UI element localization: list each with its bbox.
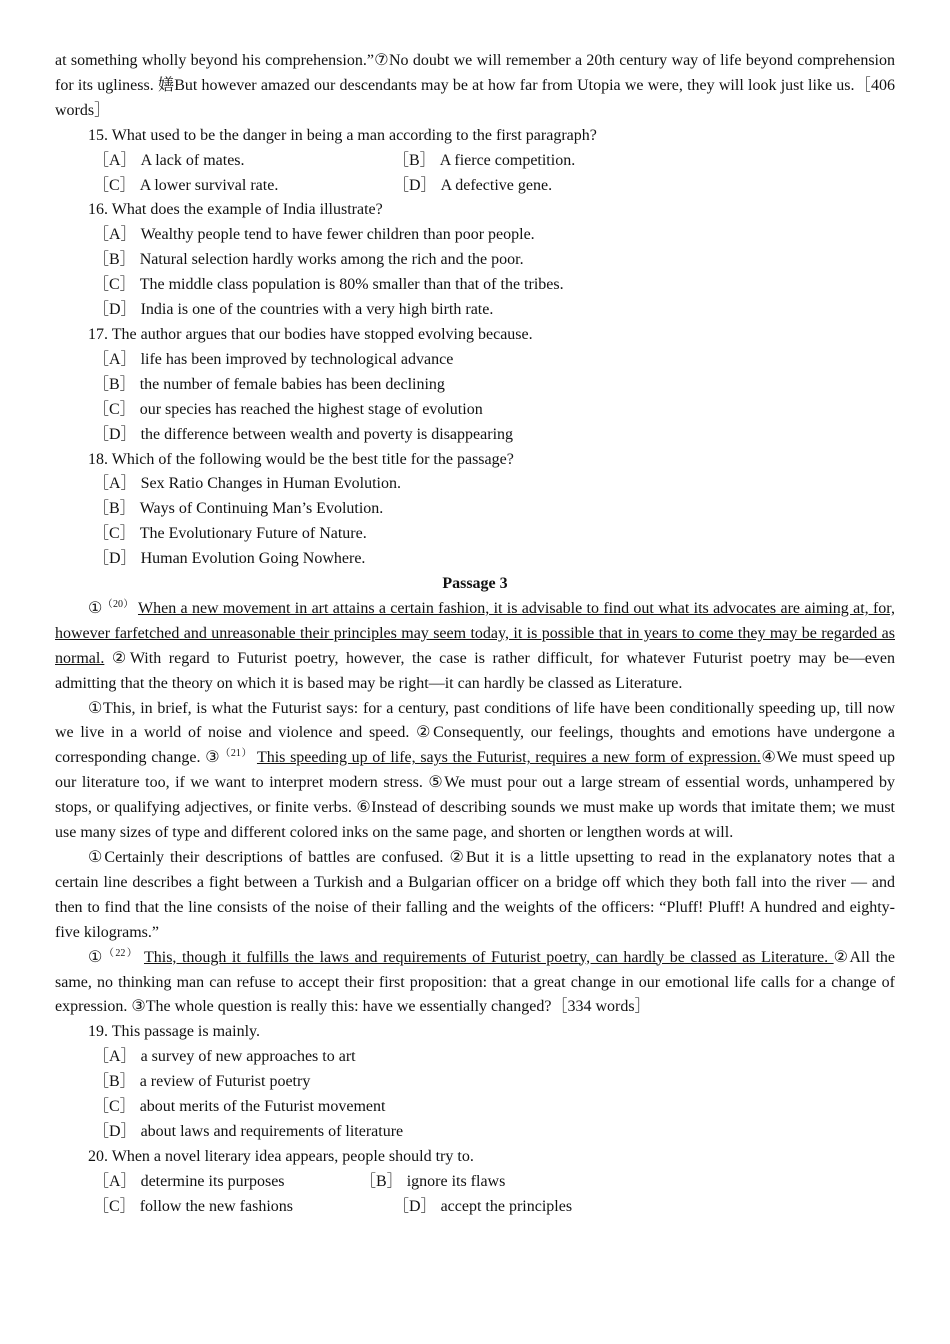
option-d[interactable]: ［D］ about laws and requirements of literature [93, 1122, 404, 1140]
option-a[interactable]: ［A］ life has been improved by technological advance [93, 350, 454, 368]
option-c[interactable]: ［C］ The Evolutionary Future of Nature. [93, 525, 367, 543]
option-a[interactable]: ［A］ a survey of new approaches to art [93, 1048, 356, 1066]
option-c[interactable]: ［C］ The middle class population is 80% smaller than that of the tribes. [93, 276, 564, 294]
underlined-sentence: This speeding up of life, says the Futurist, requires a new form of expression. [256, 749, 761, 767]
passage3-word-count: ［334 words］ [551, 998, 651, 1016]
passage2-tail-glyph: 嫸 [157, 76, 175, 94]
passage-title: Passage 3 [442, 575, 508, 593]
option-b[interactable]: ［B］ the number of female babies has been declining [93, 375, 445, 393]
option-b[interactable]: ［B］ a review of Futurist poetry [93, 1073, 311, 1091]
underlined-sentence: When a new movement in art attains a certain fashion, it is advisable to find out what its advocates are aiming at, for, however farfetched and unreasonable their principles may seem today, it is possible that in years to come they may be regarded as normal. [55, 599, 895, 667]
option-b[interactable]: ［B］ A fierce competition. [393, 151, 576, 169]
question-20-options-row-2 [55, 1195, 895, 1220]
passage3-paragraph-1: ①$^{(20)}$ When a new movement in art attains a certain fashion, it is advisable to find out what its advocates are aiming at, for, however farfetched and unreasonable their principles may seem today, it is possible that in years to come they may be regarded as normal. ②With regard to Futurist poetry, however, the case is rather difficult, for whatever Futurist poetry may be—even admitting that the theory on which it is based may be right—it can hardly be classed as Literature. [55, 598, 895, 692]
question-marker-20: （20） [102, 598, 134, 610]
question-15: 15. What used to be the danger in being a man according to the first paragraph? [88, 126, 597, 144]
option-a[interactable]: ［A］ Wealthy people tend to have fewer children than poor people. [93, 226, 535, 244]
exam-page [55, 49, 895, 1220]
option-b[interactable]: ［B］ Natural selection hardly works among the rich and the poor. [93, 251, 524, 269]
passage2-tail-lead: at something wholly beyond his comprehension.”⑦No doubt we will remember a 20th century way of life beyond comprehension for its ugliness. [55, 52, 895, 94]
option-d[interactable]: ［D］ Human Evolution Going Nowhere. [93, 550, 366, 568]
passage2-tail-rest: But however amazed our descendants may be at how far from Utopia we were, they will look just like us. [174, 76, 855, 94]
question-marker-21: （21） [220, 748, 253, 760]
question-16: 16. What does the example of India illustrate? [88, 201, 383, 219]
question-18: 18. Which of the following would be the best title for the passage? [88, 450, 514, 468]
option-d[interactable]: ［D］ accept the principles [393, 1197, 573, 1215]
option-b[interactable]: ［B］ Ways of Continuing Man’s Evolution. [93, 500, 384, 518]
option-d[interactable]: ［D］ India is one of the countries with a very high birth rate. [93, 301, 494, 319]
question-20-options-row-1 [55, 1170, 895, 1195]
option-c[interactable]: ［C］ follow the new fashions [93, 1197, 293, 1215]
passage3-paragraph-3: ①Certainly their descriptions of battles are confused. ②But it is a little upsetting to read in the explanatory notes that a certain line describes a fight between a Turkish and a Bulgarian officer on a bridge off which they both fall into the river — and then to find that the line consists of the noise of their falling and the weights of the officers: “Pluff! Pluff! A hundred and eighty-five kilograms.” [55, 849, 895, 941]
option-c[interactable]: ［C］ about merits of the Futurist movement [93, 1098, 386, 1116]
question-15-options-row-1 [55, 149, 895, 174]
option-a[interactable]: ［A］ Sex Ratio Changes in Human Evolution. [93, 475, 401, 493]
question-17: 17. The author argues that our bodies have stopped evolving because. [88, 325, 533, 343]
underlined-sentence: This, though it fulfills the laws and requirements of Futurist poetry, can hardly be classed as Literature. [143, 948, 834, 966]
option-a[interactable]: ［A］ determine its purposes [93, 1172, 285, 1190]
passage2-word-count: ［406 words］ [55, 76, 895, 119]
question-20: 20. When a novel literary idea appears, people should try to. [88, 1147, 474, 1165]
option-a[interactable]: ［A］ A lack of mates. [93, 151, 245, 169]
question-19: 19. This passage is mainly. [88, 1023, 260, 1041]
question-15-options-row-2 [55, 174, 895, 199]
passage2-tail [55, 49, 895, 124]
option-d[interactable]: ［D］ the difference between wealth and poverty is disappearing [93, 425, 514, 443]
option-c[interactable]: ［C］ our species has reached the highest stage of evolution [93, 400, 483, 418]
passage3-paragraph-2: ①This, in brief, is what the Futurist says: for a century, past conditions of life have been conditionally speeding up, till now we live in a world of noise and violence and speed. ②Consequently, our feelings, thoughts and emotions have undergone a corresponding change. ③$^{(21)}$ This speeding up of life, says the Futurist, requires a new form of expression.④We must speed up our literature too, if we want to interpret modern stress. ⑤We must pour out a large stream of essential words, unhampered by stops, or qualifying adjectives, or finite verbs. ⑥Instead of describing sounds we must make up words that imitate them; we must use many sizes of type and different colored inks on the same page, and shorten or lengthen words at will. [55, 699, 896, 842]
option-b[interactable]: ［B］ ignore its flaws [360, 1172, 506, 1190]
passage3-paragraph-4: ①$^{(22)}$ This, though it fulfills the laws and requirements of Futurist poetry, can hardly be classed as Literature. ②All the same, no thinking man can refuse to accept their first proposition: that a great change in our emotional life calls for a change of expression. ③The whole question is really this: have we essentially changed?［334 words］ [55, 947, 895, 1016]
option-c[interactable]: ［C］ A lower survival rate. [93, 176, 279, 194]
question-marker-22: （22） [103, 947, 139, 959]
option-d[interactable]: ［D］ A defective gene. [393, 176, 553, 194]
